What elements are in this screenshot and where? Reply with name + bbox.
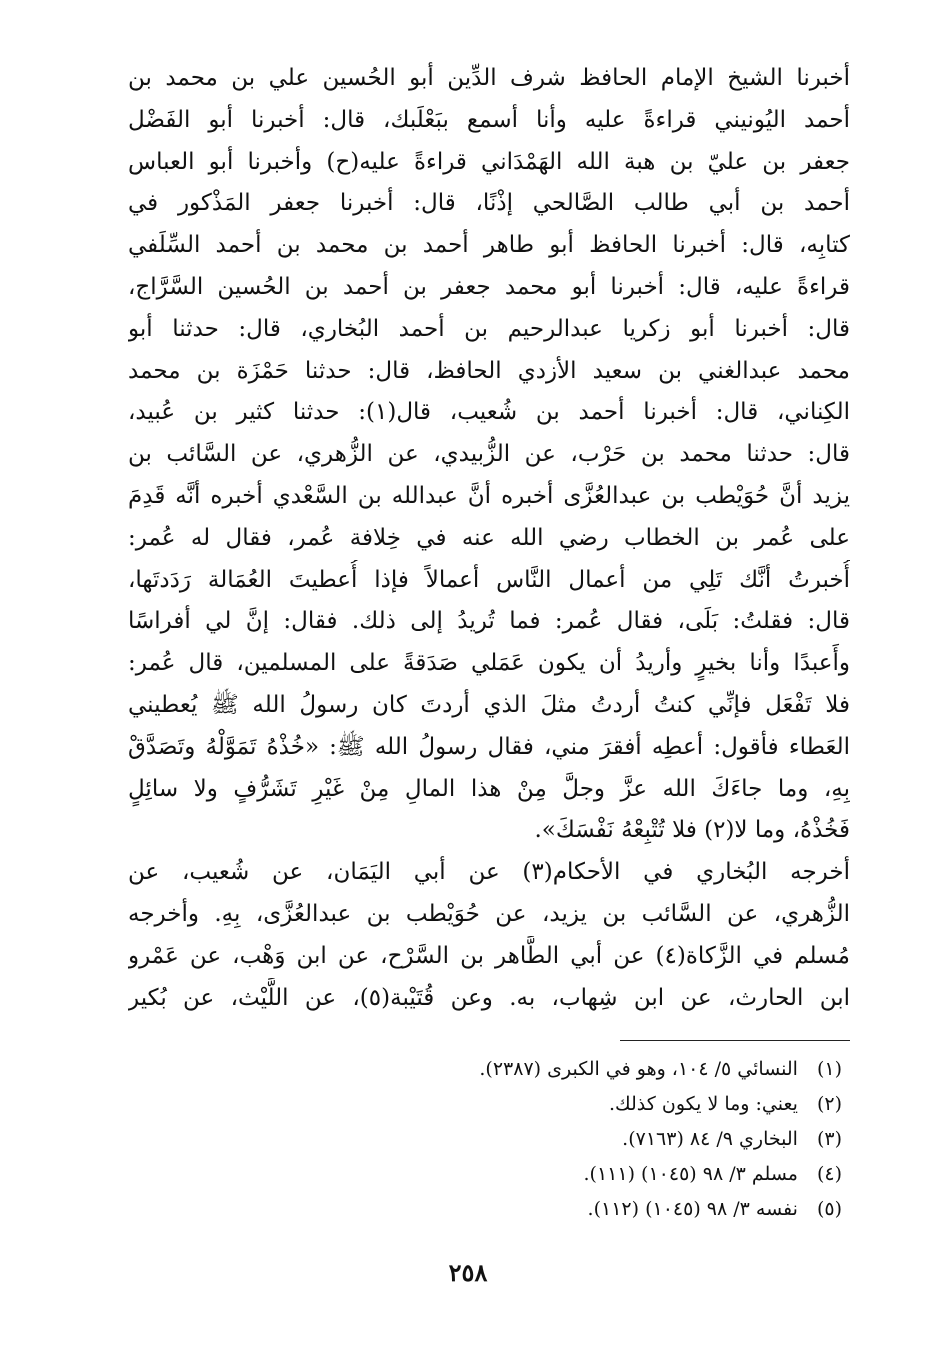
text-line: الكِناني، قال: أخبرنا أحمد بن شُعيب، قال(١): حدثنا كثير بن عُبيد،: [128, 399, 850, 426]
footnote: [300, 1052, 842, 1087]
text-line: قراءةً عليه، قال: أخبرنا أبو محمد جعفر بن أحمد بن الحُسين السَّرَّاج،: [128, 273, 850, 300]
footnote-number: (٤): [816, 1163, 842, 1185]
text-line: كتابِه، قال: أخبرنا الحافظ أبو طاهر أحمد بن محمد بن أحمد السِّلَفي: [128, 232, 850, 259]
text-line: قال: حدثنا محمد بن حَرْب، عن الزُّبيدي، عن الزُّهري، عن السَّائب بن: [128, 441, 850, 468]
footnote-text: يعني: وما لا يكون كذلك.: [608, 1093, 798, 1115]
footnote: [300, 1192, 842, 1227]
text-line: الزُّهري، عن السَّائب بن يزيد، عن حُوَيْطب بن عبدالعُزَّى، بِهِ. وأخرجه: [128, 900, 850, 927]
text-line: ابن الحارث، عن ابن شِهاب، به. وعن قُتَيْبة(٥)، عن اللَّيْث، عن بُكير: [128, 984, 850, 1011]
text-line: أخبرنا الشيخ الإمام الحافظ شرف الدِّين أبو الحُسين علي بن محمد بن: [128, 65, 850, 91]
main-text: [128, 58, 850, 1019]
footnote: [300, 1087, 842, 1122]
text-line: العَطاء فأقول: أعطِه أفقرَ مني، فقال رسولُ الله ﷺ: «خُذْهُ تَمَوَّلْهُ وتَصَدَّقْ: [128, 733, 850, 760]
footnote: [300, 1122, 842, 1157]
text-line: فلا تَفْعَل فإنِّي كنتُ أردتُ مثلَ الذي أردتَ كان رسولُ الله ﷺ يُعطيني: [128, 691, 850, 718]
text-line: قال: فقلتُ: بَلَى، فقال عُمر: فما تُريدُ إلى ذلك. فقال: إنَّ لي أفراسًا: [128, 608, 850, 635]
text-line: وأَعبدًا وأنا بخيرٍ وأريدُ أن يكون عَمَلي صَدَقةً على المسلمين، قال عُمر:: [128, 650, 850, 677]
footnote-number: (٢): [816, 1093, 842, 1115]
text-line: مُسلم في الزَّكاة(٤) عن أبي الطَّاهر بن السَّرْح، عن ابن وَهْب، عن عَمْرو: [128, 942, 850, 969]
footnote-text: البخاري ٩/ ٨٤ (٧١٦٣).: [622, 1128, 798, 1150]
text-line: أخرجه البُخاري في الأحكام(٣) عن أبي اليَمَان، عن شُعيب، عن: [128, 859, 850, 886]
footnote: [300, 1157, 842, 1192]
text-line: أحمد اليُونيني قراءةً عليه وأنا أسمع ببَعْلَبك، قال: أخبرنا أبو الفَضْل: [128, 106, 850, 133]
footnotes: [300, 1052, 842, 1227]
text-line: جعفر بن عليّ بن هبة الله الهَمْدَاني قراءةً عليه(ح) وأخبرنا أبو العباس: [128, 148, 850, 175]
footnote-number: (١): [816, 1058, 842, 1080]
text-line: فَخُذْهُ، وما لا(٢) فلا تُتْبِعْهُ نَفْسَكَ».: [534, 817, 850, 844]
footnote-text: مسلم ٣/ ٩٨ (١٠٤٥) (١١١).: [583, 1163, 798, 1185]
footnote-number: (٣): [816, 1128, 842, 1150]
page-number: ٢٥٨: [448, 1258, 488, 1287]
footnote-divider: [620, 1040, 850, 1041]
footnote-number: (٥): [816, 1198, 842, 1220]
text-line: أُخبرتُ أنَّك تَلِي من أعمال النَّاس أعمالاً فإذا أُعطيتَ العُمَالة رَدَدتَها،: [128, 566, 850, 593]
footnote-text: نفسه ٣/ ٩٨ (١٠٤٥) (١١٢).: [587, 1198, 798, 1220]
footnote-text: النسائي ٥/ ١٠٤، وهو في الكبرى (٢٣٨٧).: [479, 1058, 798, 1080]
text-line: محمد عبدالغني بن سعيد الأزدي الحافظ، قال: حدثنا حَمْزَة بن محمد: [128, 357, 850, 384]
text-line: أحمد بن أبي طالب الصَّالحي إذْنًا، قال: أخبرنا جعفر المَذْكور في: [128, 190, 850, 217]
text-line: على عُمر بن الخطاب رضي الله عنه في خِلافة عُمر، فقال له عُمر:: [128, 524, 850, 551]
text-line: قال: أخبرنا أبو زكريا عبدالرحيم بن أحمد البُخاري، قال: حدثنا أبو: [128, 315, 850, 342]
text-line: يزيد أنَّ حُوَيْطب بن عبدالعُزَّى أخبره أنَّ عبدالله بن السَّعْدي أخبره أنَّه قَدِمَ: [128, 482, 850, 509]
text-line: بِهِ، وما جاءَكَ الله عزَّ وجلَّ مِنْ هذا المالِ مِنْ غَيْرِ تَشَرُّفٍ ولا سائِلٍ: [128, 775, 850, 802]
